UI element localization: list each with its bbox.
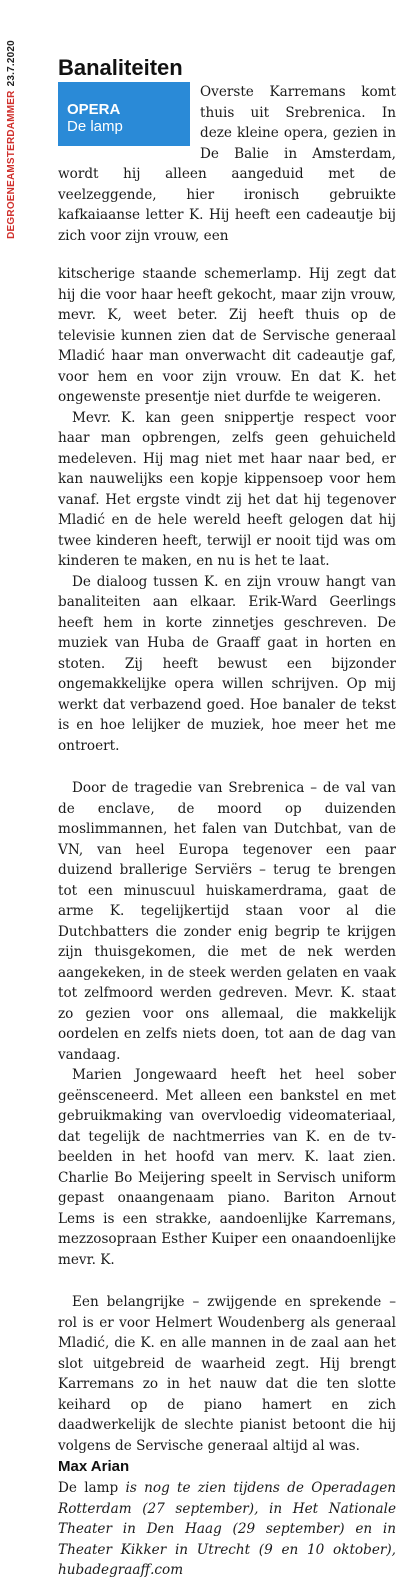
column-break — [58, 756, 396, 778]
paragraph-4: De dialoog tussen K. en zijn vrouw hangt van banaliteiten aan elkaar. Erik-Ward Geerlings heeft hem in korte zinnetjes geschreven. De muziek van Huba de Graaff gaat in horten en stoten. Zij heeft bewust een bijzonder ongemakkelijke opera willen schrijven. Op mij werkt dat verbazend goed. Hoe banaler de tekst is en hoe lelijker de muziek, hoe meer het me ontroert. — [58, 573, 396, 754]
paragraph-5: Door de tragedie van Srebrenica – de val van de enclave, de moord op duizenden moslimmannen, het falen van Dutchbat, van de VN, van heel Europa tegenover een paar duizend brallerige Serviërs – terug te brengen tot een minuscuul huiskamerdrama, gaat de arme K. tegelijkertijd staan voor al die Dutchbatters die zonder enig begrip te krijgen zijn thuisgekomen, die met de nek werden aangekeken, in de steek werden gelaten en vaak tot zelfmoord werden gedreven. Mevr. K. staat zo gezien voor ons allemaal, die makkelijk oordelen en zelfs niets doen, tot aan de dag van vandaag. — [58, 780, 396, 1063]
author-byline: Max Arian — [58, 1458, 130, 1475]
column-break — [58, 246, 396, 264]
paragraph-7: Een belangrijke – zwijgende en sprekende – rol is er voor Helmert Woudenberg als generaal Mladić, die K. en alle mannen in de zaal aan het slot uitgebreid de waarheid zegt. Hij brengt Karremans zo in het nauw dat die ten slotte keihard op de piano hamert en zich daadwerkelijk de slechte pianist betoont die hij volgens de Servische generaal altijd al was. — [58, 1294, 396, 1454]
badge-category: OPERA — [67, 101, 121, 118]
paragraph-6: Marien Jongewaard heeft het heel sober geënsceneerd. Met alleen een bankstel en met gebruikmaking van overvloedig videomateriaal, dat tegelijk de nachtmerries van K. en de tv-beelden in het hoofd van merv. K. laat zien. Charlie Bo Meijering speelt in Servisch uniform gepast onaangenaam piano. Bariton Arnout Lems is een strakke, aandoenlijke Karremans, mezzosopraan Esther Kuiper een onaandoenlijke mevr. K. — [58, 1067, 396, 1268]
section-badge — [58, 82, 190, 146]
badge-subtitle: De lamp — [67, 118, 123, 135]
paragraph-3: Mevr. K. kan geen snippertje respect voor haar man opbrengen, zelfs geen gehuicheld medeleven. Hij mag niet met haar naar bed, er kan nauwelijks een kopje kippensoep voor hem vanaf. Het ergste vindt zij het dat hij tegenover Mladić en de hele wereld heeft gelogen dat hij twee kinderen heeft, terwijl er nooit tijd was om kinderen te maken, en nu is het te laat. — [58, 409, 396, 569]
article-title: Banaliteiten — [58, 55, 183, 80]
paragraph-2: kitscherige staande schemerlamp. Hij zegt dat hij die voor haar heeft gekocht, maar zijn vrouw, mevr. K, weet beter. Zij heeft thuis op de televisie kunnen zien dat de Servische generaal Mladić haar man onverwacht dit cadeautje gaf, voor hem en voor zijn vrouw. En dat K. het ongewenste presentje niet durfde te weigeren. — [58, 266, 396, 405]
performance-dates: is nog te zien tijdens de Operadagen Rotterdam (27 september), in Het Nationale Theater in Den Haag (29 september) en in Theater Kikker in Utrecht (9 en 10 oktober), hubadegraaff.com — [58, 1480, 396, 1578]
publication-masthead — [6, 40, 17, 239]
publication-name: DEGROENEAMSTERDAMMER — [5, 89, 17, 239]
column-break — [58, 1270, 396, 1292]
performance-info — [58, 1478, 396, 1581]
work-title: De lamp — [58, 1480, 119, 1496]
article-column — [58, 56, 396, 1581]
publication-sidebar — [0, 28, 22, 250]
publication-date: 23.7.2020 — [5, 39, 17, 86]
paragraph-1: Overste Karremans komt thuis uit Srebrenica. In deze kleine opera, gezien in De Balie in Amsterdam, wordt hij alleen aangeduid met de veelzeggende, hier ironisch gebruikte kafkaiaanse letter K. Hij heeft een cadeautje bij zich voor zijn vrouw, een — [58, 84, 396, 244]
